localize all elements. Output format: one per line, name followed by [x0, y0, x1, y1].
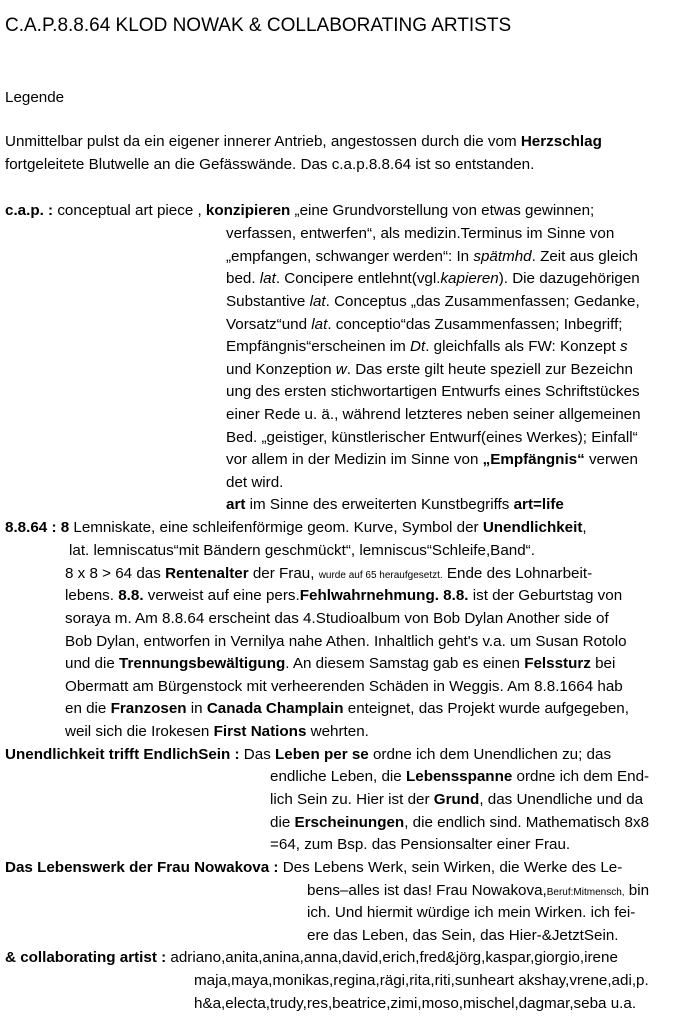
infinity-definition-line-3: lich Sein zu. Hier ist der Grund, das Unendliche und da [270, 791, 644, 808]
cap-definition-line-14: art im Sinne des erweiterten Kunstbegriffs art=life [226, 496, 564, 513]
date-definition-line-9: en die Franzosen in Canada Champlain enteignet, das Projekt wurde aufgegeben, [65, 700, 629, 717]
lifework-definition-line-2: bens–alles ist das! Frau Nowakova,Beruf:Mitmensch, bin [307, 882, 650, 899]
infinity-label: Unendlichkeit trifft EndlichSein : [5, 746, 240, 763]
infinity-definition-line-2: endliche Leben, die Lebensspanne ordne ich dem End- [270, 768, 650, 785]
page-title: C.A.P.8.8.64 KLOD NOWAK & COLLABORATING ARTISTS [5, 15, 512, 36]
cap-definition-line-2: verfassen, entwerfen“, als medizin.Terminus im Sinne von [226, 225, 615, 242]
lifework-definition-line-3: ich. Und hiermit würdige ich mein Wirken. ich fei- [307, 904, 636, 921]
cap-definition-line-11: Bed. „geistiger, künstlerischer Entwurf(eines Werkes); Einfall“ [226, 429, 638, 446]
cap-definition-line-9: ung des ersten stichwortartigen Entwurfs eines Schriftstückes [226, 383, 640, 400]
date-definition-line-2: lat. lemniscatus“mit Bändern geschmückt“, lemniscus“Schleife,Band“. [69, 542, 535, 559]
artists-label: & collaborating artist : [5, 949, 167, 966]
artists-line-3: h&a,electa,trudy,res,beatrice,zimi,moso,mischel,dagmar,seba u.a. [194, 995, 637, 1012]
cap-definition-line-6: Vorsatz“und lat. conceptio“das Zusammenfassen; Inbegriff; [226, 316, 623, 333]
legend-heading: Legende [5, 89, 65, 106]
date-definition-line-8: Obermatt am Bürgenstock mit verheerenden Schäden in Weggis. Am 8.8.1664 hab [65, 678, 623, 695]
lifework-definition-line-1: Das Lebenswerk der Frau Nowakova : Des Lebens Werk, sein Wirken, die Werke des Le- [5, 859, 623, 876]
cap-definition-line-5: Substantive lat. Conceptus „das Zusammenfassen; Gedanke, [226, 293, 640, 310]
date-definition-line-1: 8.8.64 : 8 Lemniskate, eine schleifenförmige geom. Kurve, Symbol der Unendlichkeit, [5, 519, 587, 536]
lifework-definition-line-4: ere das Leben, das Sein, das Hier-&JetztSein. [307, 927, 619, 944]
date-definition-line-7: und die Trennungsbewältigung. An diesem Samstag gab es einen Felssturz bei [65, 655, 616, 672]
cap-definition-line-10: einer Rede u. ä., während letzteres neben seiner allgemeinen [226, 406, 641, 423]
date-label: 8.8.64 : 8 [5, 519, 70, 536]
cap-definition-line-8: und Konzeption w. Das erste gilt heute speziell zur Bezeichn [226, 361, 633, 378]
date-definition-line-4: lebens. 8.8. verweist auf eine pers.Fehlwahrnehmung. 8.8. ist der Geburtstag von [65, 587, 623, 604]
infinity-definition-line-1: Unendlichkeit trifft EndlichSein : Das Leben per se ordne ich dem Unendlichen zu; das [5, 746, 612, 763]
intro-line-1: Unmittelbar pulst da ein eigener innerer Antrieb, angestossen durch die vom Herzschlag [5, 133, 602, 150]
infinity-definition-line-4: die Erscheinungen, die endlich sind. Mathematisch 8x8 [270, 814, 650, 831]
intro-line-2: fortgeleitete Blutwelle an die Gefässwände. Das c.a.p.8.8.64 ist so entstanden. [5, 156, 535, 173]
cap-definition-line-4: bed. lat. Concipere entlehnt(vgl.kapieren). Die dazugehörigen [226, 270, 640, 287]
artists-line-2: maja,maya,monikas,regina,rägi,rita,riti,sunheart akshay,vrene,adi,p. [194, 972, 649, 989]
cap-definition-line-13: det wird. [226, 474, 284, 491]
date-definition-line-6: Bob Dylan, entworfen in Vernilya nahe Athen. Inhaltlich geht's v.a. um Susan Rotolo [65, 633, 627, 650]
date-definition-line-3: 8 x 8 > 64 das Rentenalter der Frau, wurde auf 65 heraufgesetzt. Ende des Lohnarbeit- [65, 565, 593, 582]
cap-label: c.a.p. : [5, 202, 54, 219]
cap-definition-line-3: „empfangen, schwanger werden“: In spätmhd. Zeit aus gleich [226, 248, 638, 265]
cap-definition-line-7: Empfängnis“erscheinen im Dt. gleichfalls als FW: Konzept s [226, 338, 628, 355]
date-definition-line-5: soraya m. Am 8.8.64 erscheint das 4.Studioalbum von Bob Dylan Another side of [65, 610, 609, 627]
infinity-definition-line-5: =64, zum Bsp. das Pensionsalter einer Frau. [270, 836, 571, 853]
lifework-label: Das Lebenswerk der Frau Nowakova : [5, 859, 279, 876]
cap-definition-line-1: c.a.p. : conceptual art piece , konzipieren „eine Grundvorstellung von etwas gewinnen; [5, 202, 595, 219]
date-definition-line-10: weil sich die Irokesen First Nations wehrten. [65, 723, 369, 740]
artists-line-1: & collaborating artist : adriano,anita,anina,anna,david,erich,fred&jörg,kaspar,giorgio,irene [5, 949, 618, 966]
cap-definition-line-12: vor allem in der Medizin im Sinne von „Empfängnis“ verwen [226, 451, 638, 468]
